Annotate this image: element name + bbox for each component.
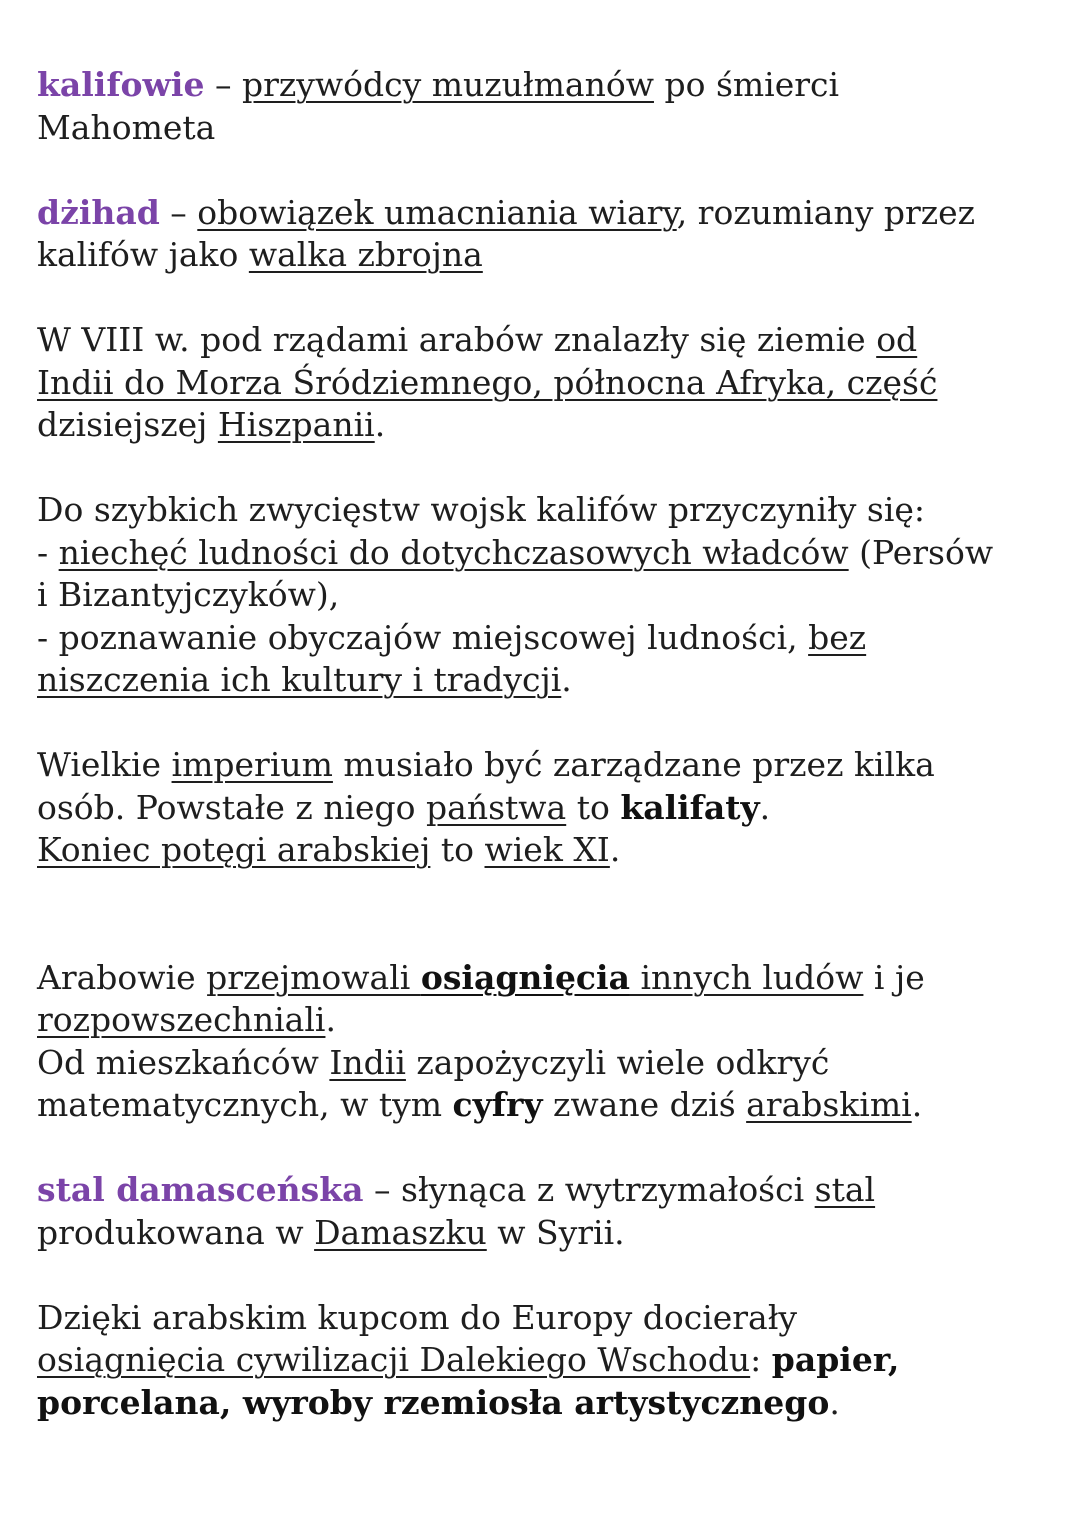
bold-phrase: cyfry (452, 1085, 543, 1124)
line (37, 319, 1067, 362)
text: . (561, 660, 572, 699)
line (37, 957, 1067, 1000)
definition-dzihad (37, 192, 1067, 277)
text: . (374, 405, 386, 444)
term-dzihad: dżihad (37, 192, 160, 232)
underlined-phrase: niszczenia ich kultury i tradycji (37, 660, 562, 699)
text: po śmierci (653, 65, 840, 104)
paragraph-trade (37, 1297, 1067, 1425)
bold-phrase: porcelana, wyroby rzemiosła artystycznego (37, 1382, 830, 1422)
line (37, 1169, 1067, 1212)
line (37, 829, 1067, 872)
text: . (911, 1085, 923, 1124)
line (37, 659, 1067, 702)
bold-phrase: kalifaty (620, 787, 760, 827)
underlined-phrase: rozpowszechniali (37, 1000, 326, 1039)
text: musiało być zarządzane przez kilka (332, 745, 935, 784)
text: Do szybkich zwycięstw wojsk kalifów przyczyniły się: (37, 490, 926, 529)
bold-phrase: papier, (771, 1340, 900, 1379)
dash: – (363, 1170, 401, 1209)
underlined-phrase: innych ludów (629, 957, 864, 997)
term-stal-damascenska: stal damasceńska (37, 1170, 364, 1209)
underlined-phrase: arabskimi (746, 1085, 912, 1124)
text: . (759, 787, 771, 827)
text: - (37, 532, 59, 572)
note-page (37, 64, 1067, 1424)
line (37, 1339, 1067, 1382)
line (37, 617, 1067, 660)
line (37, 362, 1067, 405)
underlined-phrase: wiek XI (484, 830, 610, 869)
text: to (566, 787, 621, 827)
text: w Syrii. (486, 1212, 625, 1252)
paragraph-conquests (37, 319, 1067, 447)
text: kalifów jako (37, 235, 249, 274)
underlined-phrase: walka zbrojna (248, 235, 483, 274)
line (37, 234, 1067, 277)
text: (Persów (848, 532, 994, 572)
text: Od mieszkańców (37, 1042, 330, 1082)
text: Wielkie (37, 745, 172, 784)
text: dzisiejszej (37, 405, 218, 444)
text: . (829, 1382, 840, 1422)
underlined-phrase: obowiązek umacniania wiary (197, 192, 677, 232)
line (37, 64, 1067, 107)
underlined-phrase: przejmowali (206, 957, 421, 997)
line (37, 744, 1067, 787)
text: W VIII w. pod rządami arabów znalazły się ziemie (37, 320, 877, 359)
underlined-phrase: Hiszpanii (217, 405, 375, 444)
underlined-phrase: Koniec potęgi arabskiej (37, 830, 431, 869)
underlined-phrase: przywódcy muzułmanów (241, 65, 654, 104)
text: zwane dziś (542, 1085, 747, 1124)
underlined-phrase: stal (814, 1170, 876, 1209)
bold-underlined-phrase: osiągnięcia (420, 957, 630, 997)
text: słynąca z wytrzymałości (400, 1170, 815, 1209)
underlined-phrase: od (876, 320, 918, 359)
line (37, 574, 1067, 617)
text: i je (863, 957, 925, 997)
line (37, 404, 1067, 447)
underlined-phrase: bez (808, 617, 867, 657)
dash: – (159, 192, 198, 232)
text: - poznawanie obyczajów miejscowej ludności, (37, 617, 809, 657)
line (37, 1084, 1067, 1127)
text: i Bizantyjczyków), (37, 575, 340, 614)
underlined-phrase: państwa (426, 787, 567, 827)
text: osób. Powstałe z niego (37, 787, 427, 827)
underlined-phrase: niechęć ludności do dotychczasowych władców (58, 532, 849, 572)
line (37, 107, 1067, 150)
line (37, 1297, 1067, 1340)
text: Dzięki arabskim kupcom do Europy docierały (37, 1297, 798, 1337)
line (37, 532, 1067, 575)
text: . (609, 830, 621, 869)
underlined-phrase: imperium (171, 745, 333, 784)
definition-kalifowie (37, 64, 1067, 149)
line (37, 1042, 1067, 1085)
text: to (430, 830, 485, 869)
dash: – (204, 65, 242, 104)
line (37, 489, 1067, 532)
text: Mahometa (37, 107, 216, 147)
text: . (325, 1000, 336, 1039)
line (37, 1382, 1067, 1425)
text: zapożyczyli wiele odkryć (405, 1042, 830, 1082)
line (37, 192, 1067, 235)
text: : (750, 1340, 772, 1379)
paragraph-empire (37, 744, 1067, 872)
line (37, 1212, 1067, 1255)
paragraph-victories (37, 489, 1067, 702)
line (37, 999, 1067, 1042)
underlined-phrase: Indii do Morza Śródziemnego, północna Afryka, część (37, 362, 938, 402)
definition-stal-damascenska (37, 1169, 1067, 1254)
text: produkowana w (37, 1212, 315, 1252)
underlined-phrase: osiągnięcia cywilizacji Dalekiego Wschodu (37, 1340, 751, 1379)
text: , rozumiany przez (676, 192, 976, 232)
underlined-phrase: Damaszku (314, 1212, 487, 1252)
term-kalifowie: kalifowie (37, 65, 205, 104)
text: Arabowie (37, 957, 207, 997)
line (37, 787, 1067, 830)
underlined-phrase: Indii (329, 1042, 406, 1082)
paragraph-achievements (37, 957, 1067, 1127)
text: matematycznych, w tym (37, 1085, 453, 1124)
